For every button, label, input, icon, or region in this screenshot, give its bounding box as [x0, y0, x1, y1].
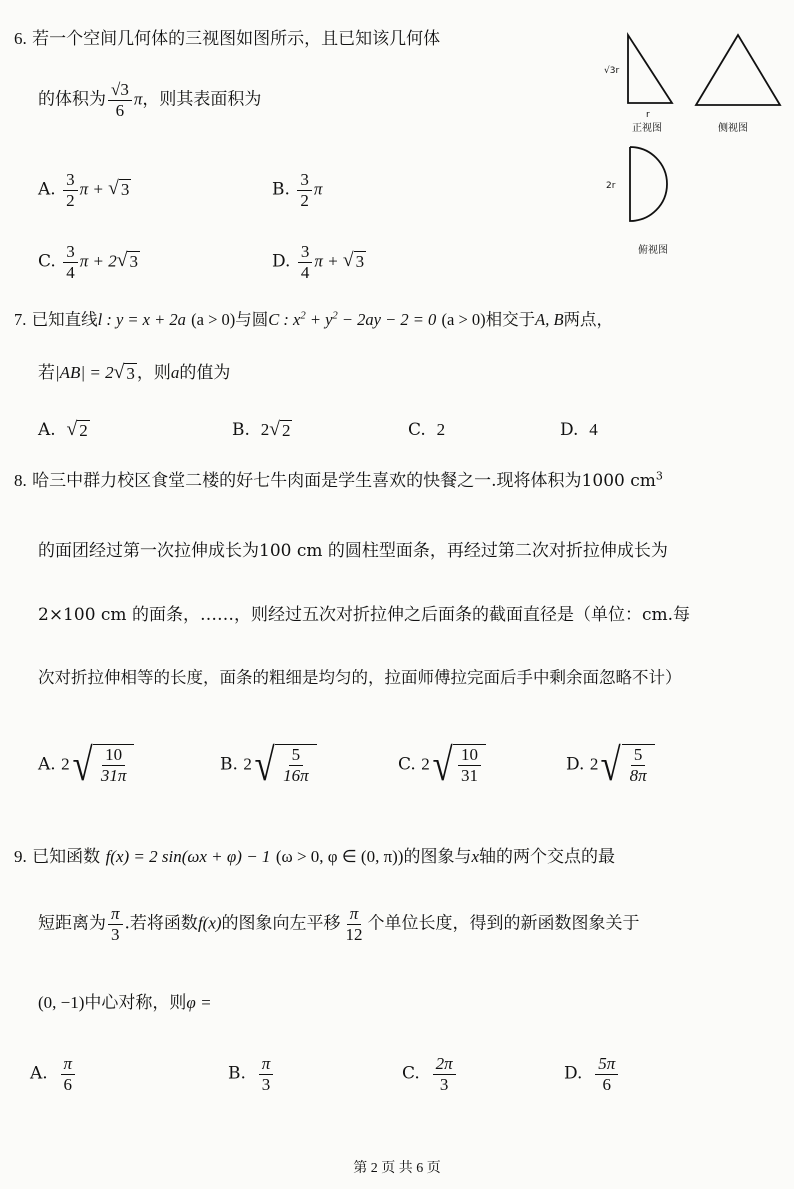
q6-text-2a: 的体积为: [38, 89, 106, 110]
q6-number: 6.: [14, 29, 27, 48]
q8-option-a: A. 2 √ $\frac{10}{31\pi}$: [38, 742, 134, 788]
q6-line1: [14, 24, 440, 49]
q9-line3: (0, −1)中心对称，则φ =: [38, 993, 212, 1013]
q6-option-c: C. $\frac{3}{4}$ π + 2 √ 3: [38, 242, 138, 282]
q7-line-equation: l : y = x + 2a: [97, 310, 186, 329]
q8-line3: 2×100 cm 的面条，……，则经过五次对折拉伸之后面条的截面直径是（单位：cm.每: [38, 605, 691, 625]
q6-option-a: A. $\frac{3}{2}$ π + √ 3: [38, 170, 130, 210]
q8-number: 8.: [14, 471, 27, 490]
q8-line1: 8. 哈三中群力校区食堂二楼的好七牛肉面是学生喜欢的快餐之一.现将体积为1000 $cm^3$: [14, 469, 663, 491]
q7-ab-length: |AB| = 2: [55, 363, 114, 382]
page-footer: 第 2 页 共 6 页: [353, 1161, 441, 1176]
q8-option-c: C. 2 √ $\frac{10}{31}$: [398, 742, 486, 788]
q9-option-d: D. $\frac{5\pi}{6}$: [564, 1054, 620, 1094]
q9-number: 9.: [14, 847, 27, 866]
q7-option-d: D. 4: [560, 420, 598, 440]
front-view-caption: 正视图: [632, 123, 662, 134]
q8-line4: 次对折拉伸相等的长度，面条的粗细是均匀的，拉面师傅拉完面后手中剩余面忽略不计）: [38, 668, 682, 687]
q7-circle-equation: C : $x^2 + y^2 - 2ay - 2 = 0$: [268, 309, 437, 329]
front-view-triangle: [628, 35, 672, 103]
q7-option-a: A. √ 2: [38, 419, 88, 441]
q7-option-c: C. 2: [408, 420, 446, 440]
q6-line2: [38, 80, 261, 120]
q6-volume-pi: π: [133, 89, 143, 109]
q9-distance-fraction: $\frac{\pi}{3}$: [108, 904, 123, 944]
top-view-caption: 俯视图: [638, 245, 668, 256]
q6-option-d: D. $\frac{3}{4}$ π + √ 3: [272, 242, 365, 282]
side-view-triangle: [696, 35, 780, 105]
front-view-base-label: r: [646, 110, 650, 120]
q6-text-1: 若一个空间几何体的三视图如图所示，且已知该几何体: [32, 29, 441, 49]
q7-line1: 7. 已知直线l : y = x + 2a (a > 0)与圆C : $x^2 + y^2 - 2ay - 2 = 0$ (a > 0)相交于A, B两点，: [14, 309, 614, 329]
q8-line2: 的面团经过第一次拉伸成长为100 cm 的圆柱型面条，再经过第二次对折拉伸成长为: [38, 541, 668, 561]
q9-shift-fraction: $\frac{\pi}{12}$: [345, 904, 363, 944]
q7-option-b: B. 2 √ 2: [232, 419, 291, 441]
q8-option-b: B. 2 √ $\frac{5}{16\pi}$: [220, 742, 317, 788]
q9-line1: 9. 已知函数 f(x) = 2 sin(ωx + φ) − 1 (ω > 0, φ ∈ (0, π))的图象与x轴的两个交点的最: [14, 847, 616, 867]
top-view-diameter-label: 2r: [606, 181, 616, 191]
top-view-semicircle: [630, 147, 667, 221]
q9-option-a: A. $\frac{\pi}{6}$: [30, 1054, 77, 1094]
q9-option-c: C. $\frac{2\pi}{3}$: [402, 1054, 458, 1094]
q9-option-b: B. $\frac{\pi}{3}$: [228, 1054, 275, 1094]
side-view-caption: 侧视图: [718, 123, 748, 134]
q8-option-d: D. 2 √ $\frac{5}{8\pi}$: [566, 742, 655, 788]
q6-text-2b: ，则其表面积为: [142, 89, 262, 110]
q6-option-b: B. $\frac{3}{2}$ π: [272, 170, 323, 210]
q9-function: f(x) = 2 sin(ωx + φ) − 1: [105, 847, 271, 866]
q7-number: 7.: [14, 310, 27, 329]
q7-line2: 若|AB| = 2 √ 3 ，则a的值为: [38, 361, 231, 383]
q9-line2: 短距离为 $\frac{\pi}{3}$ .若将函数f(x)的图象向左平移 $\frac{\pi}{12}$ 个单位长度，得到的新函数图象关于: [38, 904, 640, 944]
front-view-height-label: √3r: [604, 66, 620, 76]
q6-three-view-figure: [600, 25, 790, 265]
q6-volume-fraction: $\frac{√3}{6}$: [108, 80, 132, 120]
